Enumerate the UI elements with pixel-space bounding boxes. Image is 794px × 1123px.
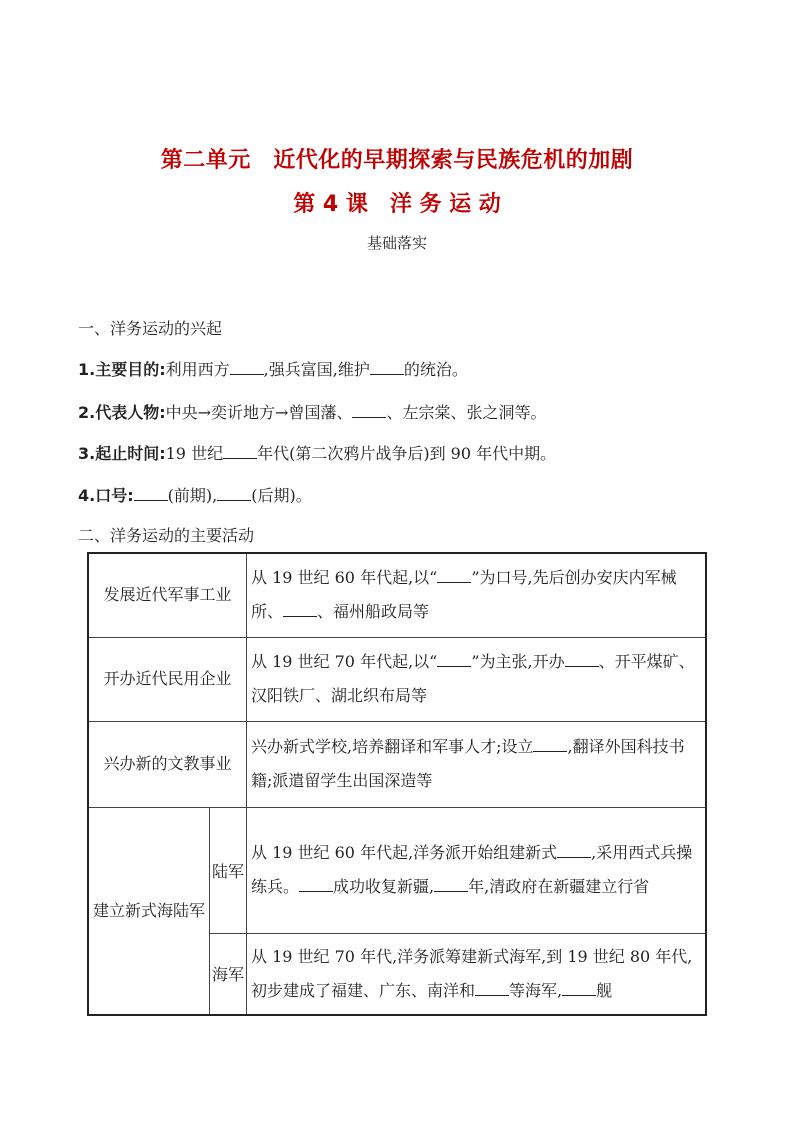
item-label: 4.口号: [78, 486, 134, 505]
row-category: 开办近代民用企业 [88, 637, 247, 721]
table-row [88, 721, 706, 807]
item-label: 3.起止时间: [78, 444, 166, 463]
fill-blank[interactable] [434, 877, 468, 892]
content-text: 舰 [596, 980, 613, 1000]
part1-heading: 一、洋务运动的兴起 [78, 319, 223, 338]
fill-blank[interactable] [533, 737, 567, 752]
fill-blank[interactable] [565, 652, 599, 667]
item-text: 中央→奕䜣地方→曾国藩、 [165, 403, 353, 422]
section-label: 基础落实 [366, 234, 427, 252]
table-row [88, 553, 706, 637]
item-text: 年代(第二次鸦片战争后)到 90 年代中期。 [257, 444, 557, 463]
lesson-title: 第 4 课 洋 务 运 动 [293, 192, 501, 217]
activities-table [87, 552, 707, 1016]
fill-blank[interactable] [562, 981, 596, 996]
item-text: 的统治。 [403, 360, 468, 379]
item-label: 1.主要目的: [78, 360, 166, 379]
row-content [247, 553, 707, 637]
content-text: 从 19 世纪 60 年代起,洋务派开始组建新式 [251, 843, 558, 862]
row-category: 建立新式海陆军 [88, 807, 210, 1015]
item-label: 2.代表人物: [78, 403, 166, 422]
item-text: (后期)。 [251, 486, 312, 505]
content-text: ,采用西式兵操练兵。 [251, 843, 693, 896]
content-text: 成功收复新疆, [333, 877, 435, 896]
unit-title: 第二单元 近代化的早期探索与民族危机的加剧 [160, 148, 634, 173]
item-text: 、左宗棠、张之洞等。 [386, 403, 547, 422]
content-text: 、开平煤矿、汉阳铁厂、湖北织布局等 [251, 652, 695, 705]
content-text: 从 19 世纪 70 年代,洋务派筹建新式海军,到 19 世纪 80 年代,初步建成了福建、广东、南洋和 [251, 946, 693, 1000]
row-category: 发展近代军事工业 [88, 553, 247, 637]
row-category: 兴办新的文教事业 [88, 721, 247, 807]
content-text: ,翻译外国科技书籍;派遣留学生出国深造等 [251, 737, 685, 790]
part2-heading: 二、洋务运动的主要活动 [78, 526, 255, 545]
fill-blank[interactable] [283, 602, 317, 617]
item-period [78, 441, 556, 464]
fill-blank[interactable] [299, 877, 333, 892]
fill-blank[interactable] [134, 486, 168, 501]
row-content [247, 637, 707, 721]
table-row [88, 637, 706, 721]
row-content [247, 933, 707, 1015]
item-text: 19 世纪 [165, 444, 224, 463]
fill-blank[interactable] [217, 486, 251, 501]
content-text: ”为主张,开办 [471, 652, 565, 671]
item-text: (前期), [167, 486, 218, 505]
fill-blank[interactable] [437, 652, 471, 667]
content-text: 从 19 世纪 70 年代起,以“ [251, 652, 438, 671]
fill-blank[interactable] [230, 360, 264, 375]
row-content [247, 721, 707, 807]
table-row [88, 807, 706, 933]
content-text: 等海军, [509, 980, 563, 1000]
content-text: 年,清政府在新疆建立行省 [468, 877, 650, 896]
fill-blank[interactable] [370, 360, 404, 375]
fill-blank[interactable] [352, 403, 386, 418]
item-text: 利用西方 [165, 360, 230, 379]
item-purpose [78, 357, 468, 380]
content-text: 、福州船政局等 [317, 602, 430, 622]
fill-blank[interactable] [437, 568, 471, 583]
content-text: ”为口号,先后创办安庆内军械所、 [251, 568, 677, 622]
fill-blank[interactable] [557, 843, 591, 858]
item-text: ,强兵富国,维护 [263, 360, 370, 379]
content-text: 从 19 世纪 60 年代起,以“ [251, 568, 438, 588]
fill-blank[interactable] [475, 981, 509, 996]
item-figures [78, 400, 546, 423]
sub-category: 海军 [210, 933, 247, 1015]
sub-category: 陆军 [210, 807, 247, 933]
fill-blank[interactable] [223, 444, 257, 459]
item-slogan [78, 483, 312, 506]
content-text: 兴办新式学校,培养翻译和军事人才;设立 [251, 737, 534, 756]
row-content [247, 807, 707, 933]
